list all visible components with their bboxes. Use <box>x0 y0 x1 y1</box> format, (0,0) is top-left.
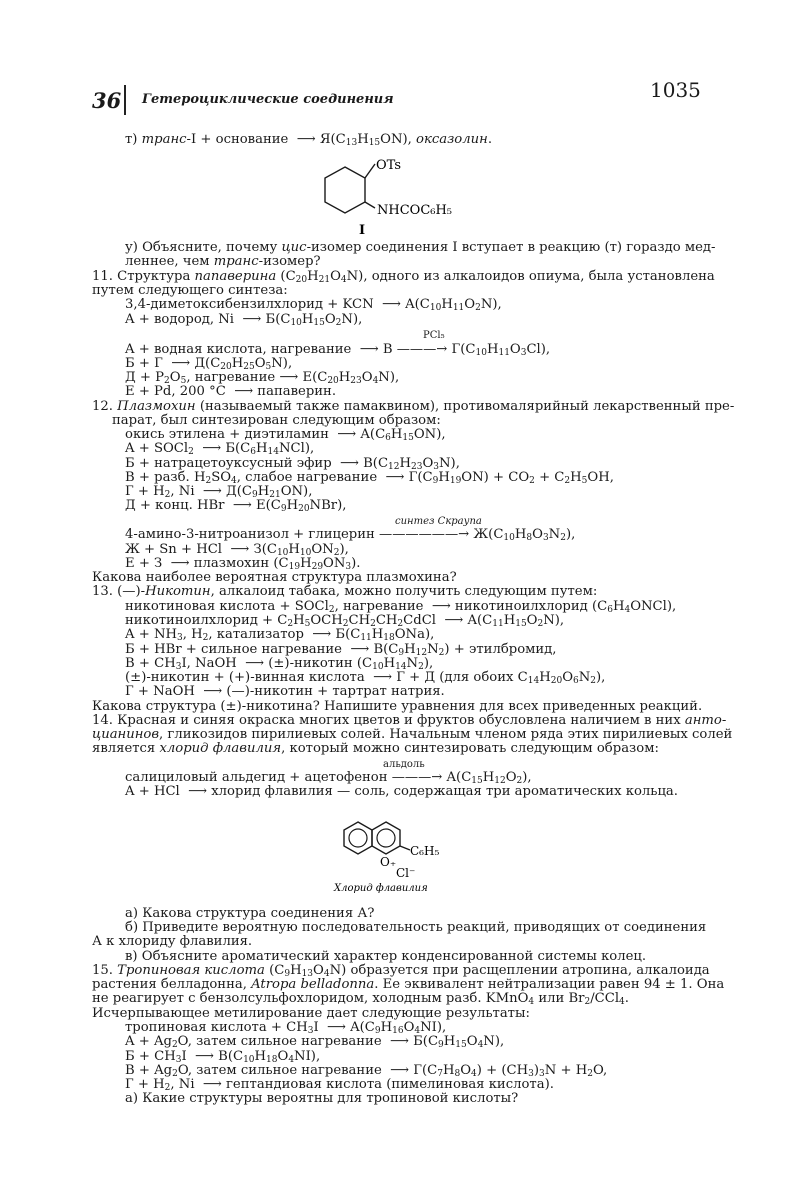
text-line-r11e: $Д + P_2O_5$, нагревание ⟶ $E(C_{20}H_{23}O_4N)$, <box>125 370 400 386</box>
text-line-r14b: A + HCl ⟶ хлорид флавилия — соль, содержащая три ароматических кольца. <box>125 784 678 799</box>
text-line-u1: у) Объясните, почему цис-изомер соединения I вступает в реакцию (т) гораздо мед- <box>125 240 716 255</box>
text-line-r15d: $B + Ag_2O$, затем сильное нагревание ⟶ $Г(C_7H_8O_4) + (CH_3)_3N + H_2O$, <box>125 1063 608 1079</box>
skraup-label: синтез Скраупа <box>395 516 482 527</box>
chloride-label: Cl⁻ <box>396 866 416 880</box>
text-line-r15b: $A + Ag_2O$, затем сильное нагревание ⟶ $Б(C_9H_{15}O_4N)$, <box>125 1034 505 1050</box>
text-line-r13b: никотиноилхлорид + $C_2H_5OCH_2CH_2CH_2CdCl$ ⟶ $A(C_{11}H_{15}O_2N)$, <box>125 613 565 629</box>
oxonium-label: O₊ <box>380 855 397 869</box>
text-line-p15c: не реагирует с бензолсульфохлоридом, холодным разб. KMnO$_4$ или $Br_2/CCl_4$. <box>92 991 629 1007</box>
text-line-p12a: 12. Плазмохин (называемый также памаквином), противомалярийный лекарственный пре- <box>92 399 735 414</box>
page-number: 1035 <box>650 78 701 102</box>
structure-I <box>315 150 475 240</box>
header-divider <box>124 85 126 115</box>
flavylium-structure <box>330 810 480 895</box>
pyrylium-aromatic-circle <box>377 829 395 847</box>
text-line-r13g: Г + NaOH ⟶ (—)-никотин + тартрат натрия. <box>125 684 445 699</box>
chapter-title: Гетероциклические соединения <box>142 92 394 107</box>
cyclohexane-ring <box>325 167 365 213</box>
text-line-p15d: Исчерпывающее метилирование дает следующие результаты: <box>92 1006 530 1021</box>
phenyl-label: C₆H₅ <box>410 844 440 858</box>
nhcoc6h5-label: NHCOC₆H₅ <box>377 203 453 218</box>
text-line-r14a: салициловый альдегид + ацетофенон ———→ $A(C_{15}H_{12}O_2)$, <box>125 770 532 786</box>
text-line-r13a: никотиновая кислота + SOCl$_2$, нагревание ⟶ никотиноилхлорид $(C_6H_4ONCl)$, <box>125 599 677 615</box>
text-line-r12h: Ж + Sn + HCl ⟶ $З(C_{10}H_{10}ON_2)$, <box>125 542 349 558</box>
text-line-r12e: $Г + H_2$, Ni ⟶ $Д(C_9H_{21}ON)$, <box>125 484 313 500</box>
text-line-r15a: тропиновая кислота + $CH_3I$ ⟶ $A(C_9H_{16}O_4NI)$, <box>125 1020 447 1036</box>
benzene-aromatic-circle <box>349 829 367 847</box>
text-line-r12f: Д + конц. HBr ⟶ $E(C_9H_{20}NBr)$, <box>125 498 347 514</box>
text-line-r12a: окись этилена + диэтиламин ⟶ $A(C_6H_{15}ON)$, <box>125 427 446 443</box>
text-line-r12g: 4-амино-3-нитроанизол + глицерин ——————→ $Ж(C_{10}H_8O_3N_2)$, <box>125 527 576 543</box>
text-line-r11f: E + Pd, 200 °C ⟶ папаверин. <box>125 384 337 399</box>
text-line-r13d: Б + HBr + сильное нагревание ⟶ $B(C_9H_{12}N_2)$ + этилбромид, <box>125 642 557 658</box>
text-line-r12d: B + разб. $H_2SO_4$, слабое нагревание ⟶ $Г(C_9H_{19}ON) + CO_2 + C_2H_5OH$, <box>125 470 614 486</box>
pyrylium-ring <box>372 822 400 854</box>
text-line-p14c: является хлорид флавилия, который можно синтезировать следующим образом: <box>92 741 659 756</box>
text-line-p15a: 15. Тропиновая кислота $(C_9H_{13}O_4N)$ образуется при расщеплении атропина, алкалоида <box>92 963 710 979</box>
text-line-r13f: (±)-никотин + (+)-винная кислота ⟶ Г + Д (для обоих $C_{14}H_{20}O_6N_2$), <box>125 670 606 686</box>
text-line-p12b: парат, был синтезирован следующим образом: <box>112 413 441 428</box>
text-line-p11b: путем следующего синтеза: <box>92 283 288 298</box>
bond-ots <box>365 164 375 178</box>
text-line-q12: Какова наиболее вероятная структура плазмохина? <box>92 570 457 585</box>
aldol-label: альдоль <box>383 759 425 770</box>
structure-I-label: I <box>359 223 366 238</box>
text-line-p14a: 14. Красная и синяя окраска многих цветов и фруктов обусловлена наличием в них анто- <box>92 713 727 728</box>
pcl5-label: PCl₅ <box>423 330 445 341</box>
chapter-number: 36 <box>92 88 122 113</box>
text-line-r12i: E + З ⟶ плазмохин $(C_{19}H_{29}ON_3)$. <box>125 556 361 572</box>
text-line-q13: Какова структура (±)-никотина? Напишите уравнения для всех приведенных реакций. <box>92 699 703 714</box>
text-line-p14b: цианинов, гликозидов пирилиевых солей. Начальным членом ряда этих пирилиевых солей <box>92 727 733 742</box>
text-line-q15a: а) Какие структуры вероятны для тропиновой кислоты? <box>125 1091 519 1106</box>
text-line-r11c: A + водная кислота, нагревание ⟶ B ———→ $Г(C_{10}H_{11}O_3Cl)$, <box>125 342 551 358</box>
bond-phenyl <box>400 846 410 850</box>
text-line-r12b: A + SOCl$_2$ ⟶ $Б(C_6H_{14}NCl)$, <box>125 441 315 457</box>
text-line-r13c: $A + NH_3$, $H_2$, катализатор ⟶ $Б(C_{11}H_{18}ONa)$, <box>125 627 435 643</box>
ots-label: OTs <box>376 158 402 173</box>
text-line-r13e: $B + CH_3I$, NaOH ⟶ (±)-никотин $(C_{10}H_{14}N_2)$, <box>125 656 434 672</box>
text-line-r11a: 3,4-диметоксибензилхлорид + KCN ⟶ $A(C_{10}H_{11}O_2N)$, <box>125 297 502 313</box>
bond-nh <box>365 202 375 208</box>
text-line-p13: 13. (—)-Никотин, алкалоид табака, можно получить следующим путем: <box>92 584 598 599</box>
text-line-r12c: Б + натрацетоуксусный эфир ⟶ $B(C_{12}H_{23}O_3N)$, <box>125 456 460 472</box>
text-line-p11a: 11. Структура папаверина $(C_{20}H_{21}O_4N)$, одного из алкалоидов опиума, была установлена <box>92 269 715 285</box>
text-line-r11d: Б + Г ⟶ $Д(C_{20}H_{25}O_5N)$, <box>125 356 293 372</box>
benzene-ring <box>344 822 372 854</box>
text-line-t: т) транс-I + основание ⟶ $Я(C_{13}H_{15}ON)$, оксазолин. <box>125 132 493 148</box>
text-line-r15c: $Б + CH_3I$ ⟶ $B(C_{10}H_{18}O_4NI)$, <box>125 1049 321 1065</box>
text-line-r15e: $Г + H_2$, Ni ⟶ гептандиовая кислота (пимелиновая кислота). <box>125 1077 554 1093</box>
text-line-u2: леннее, чем транс-изомер? <box>125 254 321 269</box>
text-line-qc: в) Объясните ароматический характер конденсированной системы колец. <box>125 949 647 964</box>
text-line-qb1: б) Приведите вероятную последовательность реакций, приводящих от соединения <box>125 920 707 935</box>
text-line-p15b: растения белладонна, Atropa belladonna. Ее эквивалент нейтрализации равен 94 ± 1. Она <box>92 977 725 992</box>
flavylium-caption: Хлорид флавилия <box>334 883 428 894</box>
text-line-qb2: А к хлориду флавилия. <box>92 934 253 949</box>
text-line-qa: а) Какова структура соединения А? <box>125 906 375 921</box>
text-line-r11b: A + водород, Ni ⟶ $Б(C_{10}H_{15}O_2N)$, <box>125 312 363 328</box>
